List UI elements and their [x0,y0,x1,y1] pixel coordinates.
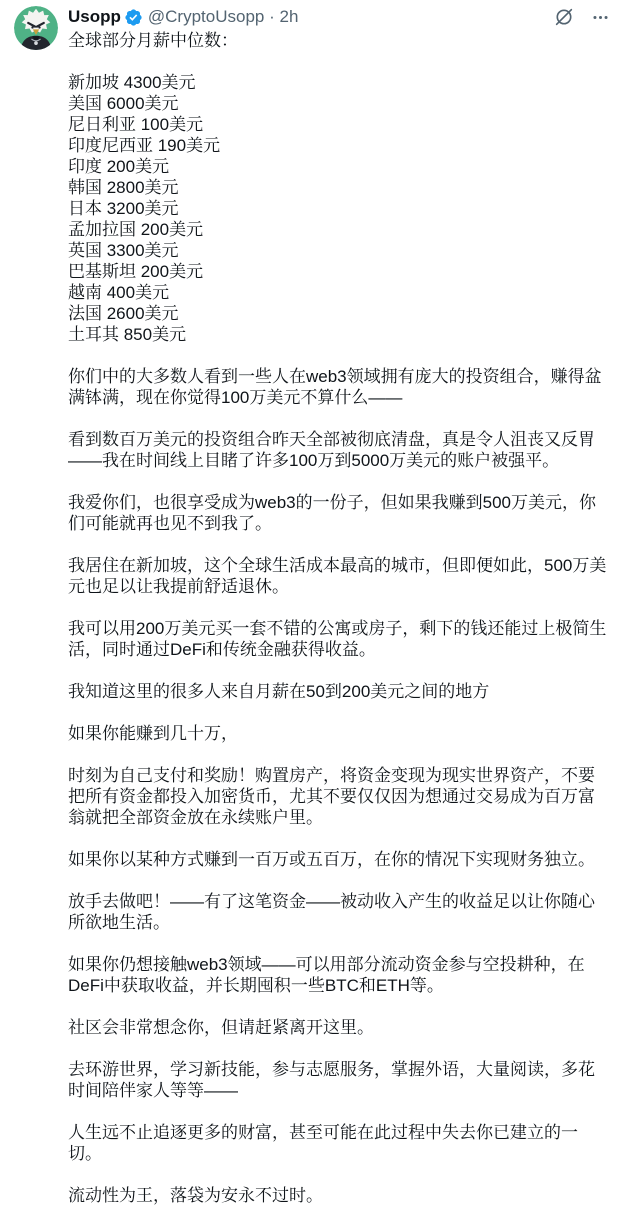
salary-line: 越南 400美元 [68,283,170,302]
dot-separator: · [269,7,275,26]
tweet-paragraph: 我爱你们，也很享受成为web3的一份子，但如果我赚到500万美元，你们可能就再也见不到我了。 [68,493,597,533]
avatar-column [14,6,58,1206]
salary-line: 韩国 2800美元 [68,178,179,197]
author-handle[interactable]: @CryptoUsopp [147,7,265,26]
avatar-image-eagle [14,6,58,50]
salary-line: 尼日利亚 100美元 [68,115,204,134]
salary-line: 法国 2600美元 [68,304,179,323]
tweet-paragraph: 你们中的大多数人看到一些人在web3领域拥有庞大的投资组合，赚得盆满钵满，现在你觉得100万美元不算什么—— [68,367,602,407]
salary-line: 英国 3300美元 [68,241,179,260]
salary-line: 土耳其 850美元 [68,325,187,344]
grok-button[interactable] [553,6,575,28]
tweet-paragraph-intro: 全球部分月薪中位数： [68,31,238,50]
salary-line: 日本 3200美元 [68,199,179,218]
tweet-timestamp[interactable]: 2h [279,7,299,26]
tweet-paragraph: 我居住在新加坡，这个全球生活成本最高的城市，但即便如此，500万美元也足以让我提前舒适退休。 [68,556,607,596]
salary-line: 孟加拉国 200美元 [68,220,204,239]
tweet-paragraph: 如果你能赚到几十万， [68,724,238,743]
author-name[interactable]: Usopp [68,7,121,26]
verified-badge-icon [124,8,143,27]
tweet-content [68,6,610,1206]
salary-line: 印度尼西亚 190美元 [68,136,221,155]
salary-line: 美国 6000美元 [68,94,179,113]
salary-line: 巴基斯坦 200美元 [68,262,204,281]
tweet-header [68,6,610,28]
salary-line: 新加坡 4300美元 [68,73,196,92]
tweet-paragraph: 社区会非常想念你，但请赶紧离开这里。 [68,1018,374,1037]
avatar[interactable] [14,6,58,50]
tweet-paragraph: 如果你仍想接触web3领域——可以用部分流动资金参与空投耕种，在DeFi中获取收益，并长期囤积一些BTC和ETH等。 [68,955,585,995]
tweet-paragraph: 放手去做吧！——有了这笔资金——被动收入产生的收益足以让你随心所欲地生活。 [68,892,595,932]
tweet-paragraph: 看到数百万美元的投资组合昨天全部被彻底清盘，真是令人沮丧又反胃——我在时间线上目睹了许多100万到5000万美元的账户被强平。 [68,430,595,470]
author-handle-and-time[interactable] [148,6,299,28]
tweet-paragraph: 我知道这里的很多人来自月薪在50到200美元之间的地方 [68,682,490,701]
tweet-paragraph: 时刻为自己支付和奖励！购置房产，将资金变现为现实世界资产，不要把所有资金都投入加密货币，尤其不要仅仅因为想通过交易成为百万富翁就把全部资金放在永续账户里。 [68,766,595,827]
tweet-paragraph: 流动性为王，落袋为安永不过时。 [68,1186,323,1205]
salary-list [68,72,610,345]
tweet-paragraph: 人生远不止追逐更多的财富，甚至可能在此过程中失去你已建立的一切。 [68,1123,578,1163]
tweet-paragraph: 我可以用200万美元买一套不错的公寓或房子，剩下的钱还能过上极简生活，同时通过DeFi和传统金融获得收益。 [68,619,607,659]
tweet-paragraph: 去环游世界，学习新技能，参与志愿服务，掌握外语，大量阅读，多花时间陪伴家人等等—— [68,1060,595,1100]
grok-slashed-circle-icon [553,6,575,28]
more-options-button[interactable] [591,8,610,27]
tweet-text [68,30,610,1206]
tweet-paragraph: 如果你以某种方式赚到一百万或五百万，在你的情况下实现财务独立。 [68,850,595,869]
salary-line: 印度 200美元 [68,157,170,176]
more-ellipsis-icon [591,8,610,27]
